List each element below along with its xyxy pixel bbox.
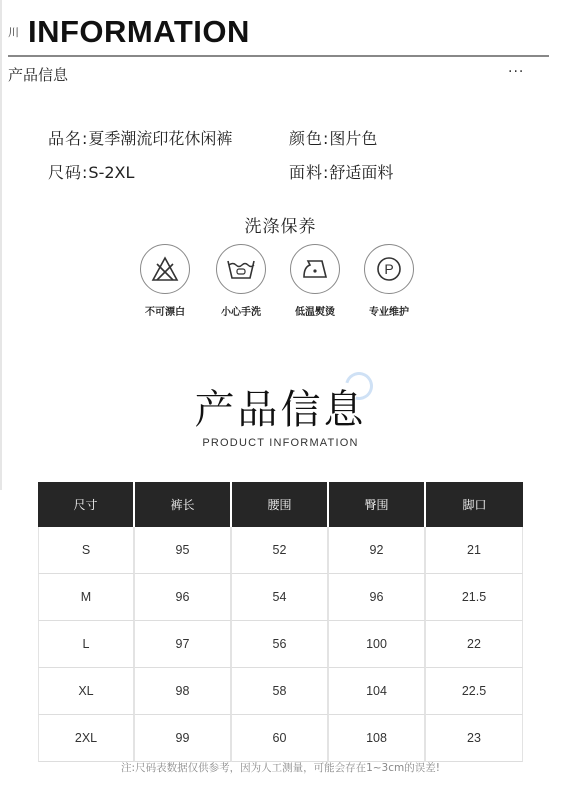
table-cell: 99 <box>135 715 232 762</box>
header-length: 裤长 <box>135 482 232 527</box>
header-hip: 臀围 <box>329 482 426 527</box>
care-item-hand-wash <box>206 244 276 318</box>
spec-size-value: S-2XL <box>88 163 135 182</box>
no-bleach-icon <box>140 244 190 294</box>
spec-fabric <box>289 160 393 183</box>
table-row <box>38 715 523 762</box>
header-size: 尺寸 <box>38 482 135 527</box>
table-cell: L <box>38 621 135 668</box>
svg-text:P: P <box>384 261 394 277</box>
hand-wash-icon <box>216 244 266 294</box>
table-cell: M <box>38 574 135 621</box>
spec-size-label: 尺码: <box>48 163 89 182</box>
spec-color-value: 图片色 <box>329 129 378 148</box>
care-label-hand-wash: 小心手洗 <box>221 307 261 318</box>
care-item-low-iron <box>280 244 350 318</box>
spec-size <box>48 160 134 183</box>
spec-fabric-label: 面料: <box>289 163 330 182</box>
dry-clean-p-icon <box>364 244 414 294</box>
table-cell: 95 <box>135 527 232 574</box>
care-item-pro-care <box>354 244 424 318</box>
table-row <box>38 621 523 668</box>
information-banner: INFORMATION <box>28 14 250 49</box>
spec-name-value: 夏季潮流印花休闲裤 <box>88 129 233 148</box>
header-hem: 脚口 <box>426 482 523 527</box>
table-cell: 56 <box>232 621 329 668</box>
table-cell: 23 <box>426 715 523 762</box>
table-row <box>38 668 523 715</box>
header-waist: 腰围 <box>232 482 329 527</box>
table-cell: 54 <box>232 574 329 621</box>
table-cell: 96 <box>135 574 232 621</box>
table-cell: 22 <box>426 621 523 668</box>
care-title: 洗涤保养 <box>244 217 317 237</box>
table-cell: 96 <box>329 574 426 621</box>
table-row <box>38 574 523 621</box>
table-cell: XL <box>38 668 135 715</box>
care-item-no-bleach <box>130 244 200 318</box>
table-cell: 60 <box>232 715 329 762</box>
table-cell: 104 <box>329 668 426 715</box>
low-iron-icon <box>290 244 340 294</box>
product-info-title: 产品信息 <box>194 387 367 433</box>
spec-color <box>289 126 377 149</box>
product-info-subtitle: PRODUCT INFORMATION <box>202 437 359 449</box>
table-cell: 108 <box>329 715 426 762</box>
table-cell: 58 <box>232 668 329 715</box>
brand-mark: 川 <box>8 27 20 39</box>
size-note: 注:尺码表数据仅供参考，因为人工测量，可能会存在1~3cm的误差! <box>121 762 440 774</box>
more-icon[interactable]: ··· <box>508 64 525 80</box>
table-cell: 100 <box>329 621 426 668</box>
table-cell: S <box>38 527 135 574</box>
size-table <box>38 482 523 762</box>
size-table-header-row <box>38 482 523 527</box>
table-cell: 21.5 <box>426 574 523 621</box>
table-cell: 21 <box>426 527 523 574</box>
section-title: 产品信息 <box>8 66 69 84</box>
table-cell: 52 <box>232 527 329 574</box>
spec-fabric-value: 舒适面料 <box>329 163 394 182</box>
care-label-pro-care: 专业维护 <box>369 307 409 318</box>
spec-name <box>48 126 232 149</box>
table-cell: 97 <box>135 621 232 668</box>
table-cell: 2XL <box>38 715 135 762</box>
care-label-no-bleach: 不可漂白 <box>145 307 185 318</box>
care-label-low-iron: 低温熨烫 <box>295 307 335 318</box>
spec-color-label: 颜色: <box>289 129 330 148</box>
spec-name-label: 品名: <box>48 129 89 148</box>
table-row <box>38 527 523 574</box>
table-cell: 92 <box>329 527 426 574</box>
banner-divider <box>8 55 549 57</box>
table-cell: 98 <box>135 668 232 715</box>
table-cell: 22.5 <box>426 668 523 715</box>
